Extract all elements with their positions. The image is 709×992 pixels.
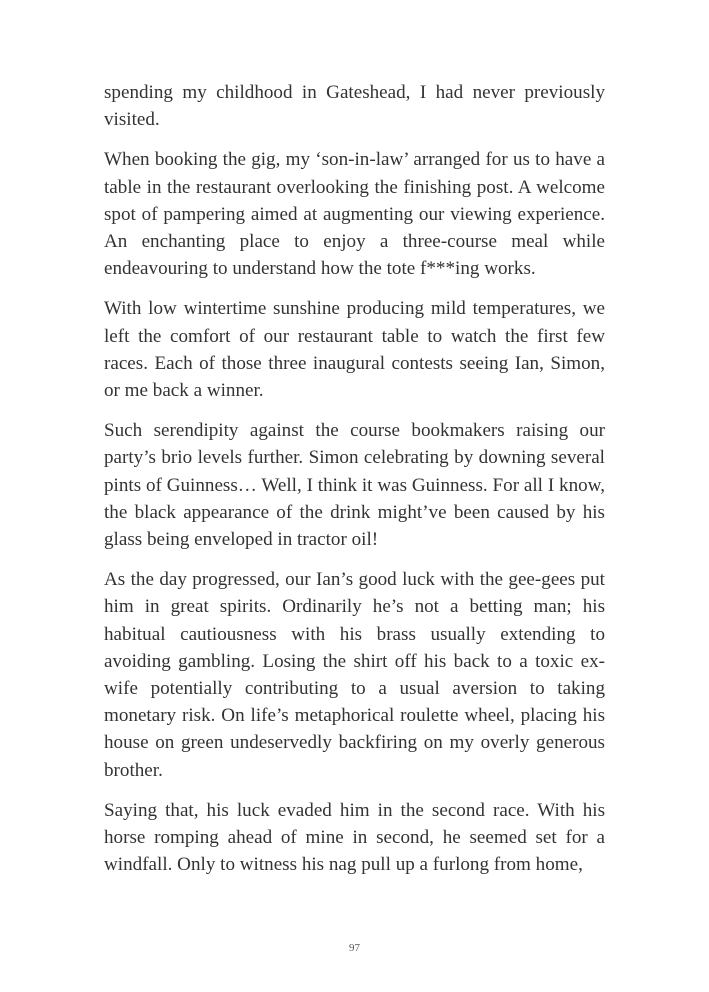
paragraph: Such serendipity against the course bookmakers raising our party’s brio levels further. Simon celebrating by downing several pints of Guinness… Well, I think it was Guinness. For all I know, the black appearance of the drink might’ve been caused by his glass being enveloped in tractor oil! (104, 420, 605, 551)
paragraph: As the day progressed, our Ian’s good luck with the gee-gees put him in great spirits. Ordinarily he’s not a betting man; his habitual cautiousness with his brass usually extending to avoiding gambling. Losing the shirt off his back to a toxic ex-wife potentially contributing to a usual aversion to taking monetary risk. On life’s metaphorical roulette wheel, placing his house on green undeservedly backfiring on my overly generous brother. (104, 569, 605, 781)
paragraph: When booking the gig, my ‘son-in-law’ arranged for us to have a table in the restaurant overlooking the finishing post. A welcome spot of pampering aimed at augmenting our viewing experience. An enchanting place to enjoy a three-course meal while endeavouring to understand how the tote f***ing works. (104, 149, 605, 280)
paragraph: With low wintertime sunshine producing mild temperatures, we left the comfort of our restaurant table to watch the first few races. Each of those three inaugural contests seeing Ian, Simon, or me back a winner. (104, 298, 605, 402)
body-text (104, 79, 605, 891)
page-number: 97 (349, 942, 360, 954)
paragraph: spending my childhood in Gateshead, I had never previously visited. (104, 82, 605, 131)
paragraph: Saying that, his luck evaded him in the second race. With his horse romping ahead of mine in second, he seemed set for a windfall. Only to witness his nag pull up a furlong from home, (104, 799, 605, 876)
